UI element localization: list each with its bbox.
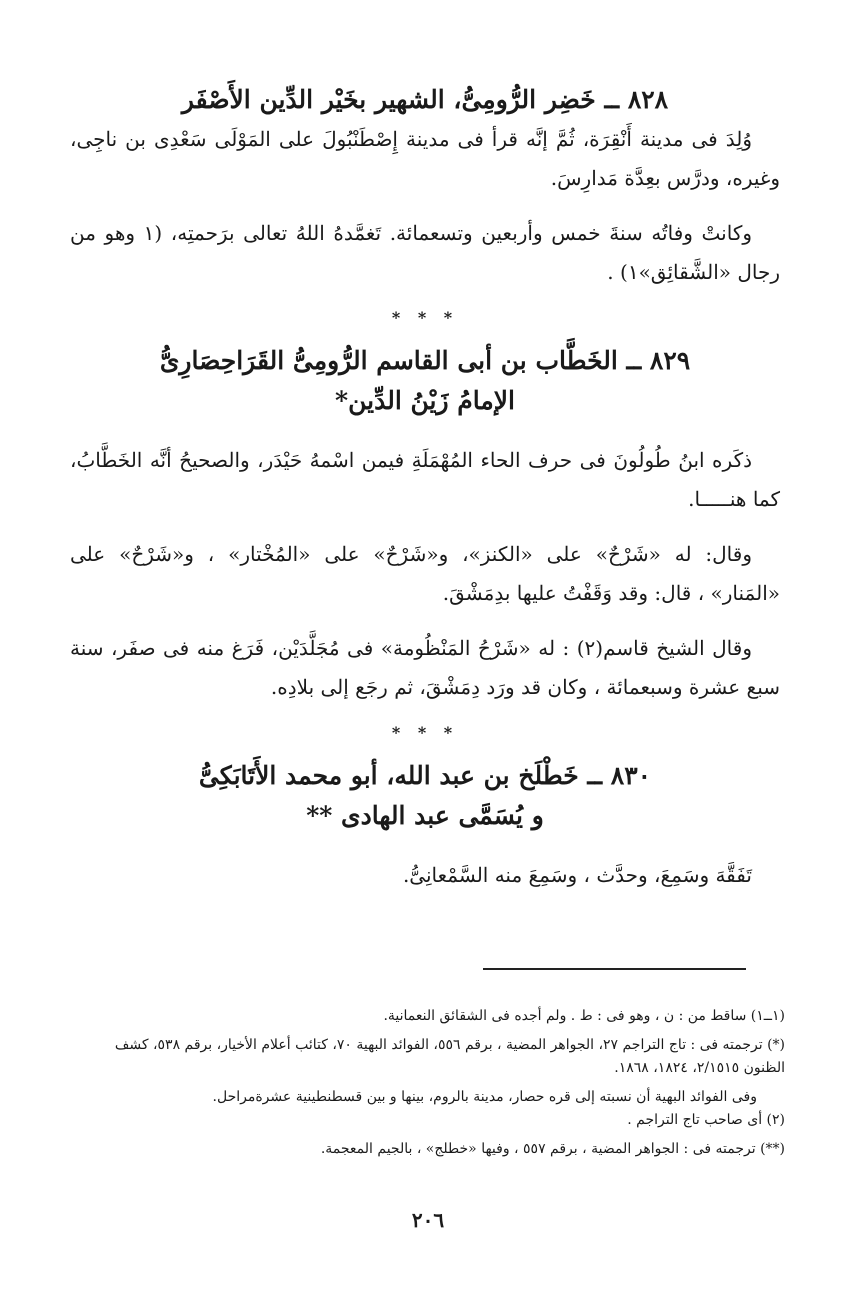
entry-paragraph: تَفَقَّهَ وسَمِعَ، وحدَّث ، وسَمِعَ منه السَّمْعانِىُّ. [402, 863, 752, 887]
footnote: (*) ترجمته فى : تاج التراجم ٢٧، الجواهر المضية ، برقم ٥٥٦، الفوائد البهية ٧٠، كتائب أعلام الأخيار، برقم ٥٣٨، كشف الظنون ٢/١٥١٥، ١٨٢٤، ١٨٦٨. [114, 1037, 785, 1076]
entry-heading: ٨٢٩ ــ الخَطَّاب بن أبى القاسم الرُّومِىُّ القَرَاحِصَارِىُّ [159, 346, 691, 375]
footnote-continuation: وفى الفوائد البهية أن نسبته إلى قره حصار، مدينة بالروم، بينها و بين قسطنطينية عشرةمراحل. [212, 1089, 757, 1105]
entry-828 [70, 80, 780, 292]
footnotes [70, 1005, 785, 1167]
footnote: (٢) أى صاحب تاج التراجم . [627, 1112, 785, 1128]
entry-829 [70, 341, 780, 707]
entry-heading: ٨٢٨ ــ خَضِر الرُّومِىُّ، الشهير بخَيْر الدِّين الأَصْفَر [181, 85, 669, 114]
entry-heading: ٨٣٠ ــ خَطْلَخ بن عبد الله، أبو محمد الأَتَابَكِىُّ [198, 761, 652, 790]
entry-paragraph: وكانتْ وفاتُه سنةَ خمس وأربعين وتسعمائة. تَغمَّدهُ اللهُ تعالى برَحمتِه، (١ وهو من رجال «الشَّقائِق»١) . [70, 221, 780, 284]
entry-subheading: و يُسَمَّى عبد الهادى ** [306, 801, 544, 830]
entry-subheading: الإمامُ زَيْنُ الدِّين* [335, 386, 515, 415]
section-separator: * * * [391, 723, 459, 742]
entry-830 [70, 756, 780, 895]
section-separator: * * * [391, 308, 459, 327]
footnote-divider [483, 968, 746, 970]
entry-paragraph: وقال الشيخ قاسم(٢) : له «شَرْحُ المَنْظُومة» فى مُجَلَّدَيْن، فَرَغ منه فى صفَر، سنة سبع عشرة وسبعمائة ، وكان قد ورَد دِمَشْقَ، ثم رجَع إلى بلادِه. [70, 636, 780, 699]
page-body [70, 80, 780, 911]
entry-paragraph: وُلِدَ فى مدينة أَنْقِرَة، ثُمَّ إنَّه قرأ فى مدينة إِصْطَنْبُولَ على المَوْلَى سَعْدِى بن ناجِى، وغيره، ودرَّس بعِدَّة مَدارِسَ. [70, 127, 780, 190]
footnote: (**) ترجمته فى : الجواهر المضية ، برقم ٥٥٧ ، وفيها «خطلج» ، بالجيم المعجمة. [320, 1141, 785, 1157]
entry-paragraph: ذكَره ابنُ طُولُونَ فى حرف الحاء المُهْمَلَةِ فيمن اسْمهُ حَيْدَر، والصحيحُ أنَّه الخَطَّابُ، كما هنـــــا. [70, 448, 780, 511]
page-number: ٢٠٦ [411, 1208, 445, 1232]
entry-paragraph: وقال: له «شَرْحٌ» على «الكنز»، و«شَرْحٌ» على «المُخْتار» ، و«شَرْحٌ» على «المَنار» ، قال: وقد وَقَفْتُ عليها بدِمَشْقَ. [70, 542, 780, 605]
footnote: (١ــ١) ساقط من : ن ، وهو فى : ط . ولم أجده فى الشقائق النعمانية. [383, 1008, 785, 1024]
